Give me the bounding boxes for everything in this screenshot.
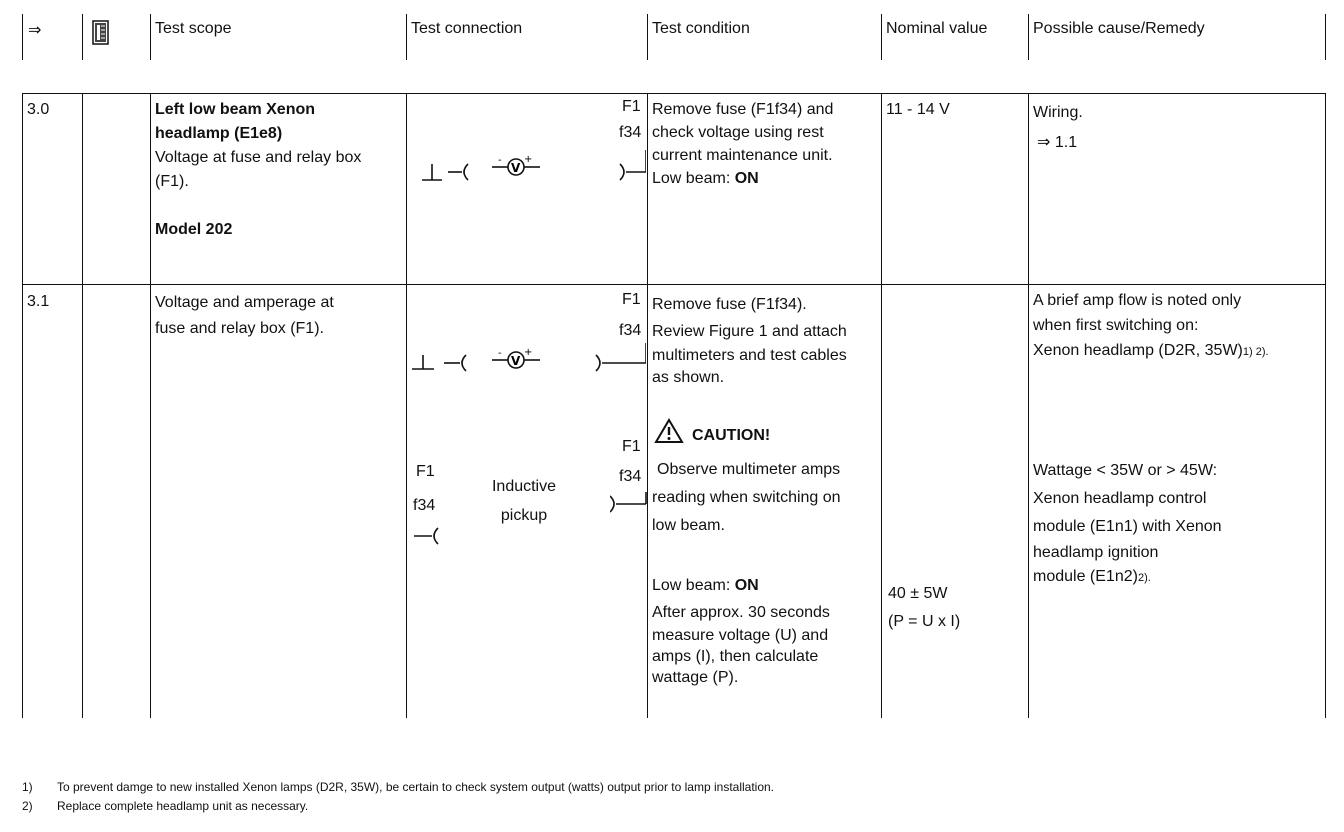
header-test-scope: Test scope — [155, 20, 232, 37]
test-scope — [155, 290, 400, 342]
conn-f34-label: f34 — [619, 124, 642, 141]
test-condition — [652, 290, 878, 388]
condition-low-beam — [652, 571, 878, 601]
svg-text:+: + — [524, 347, 533, 358]
caution-line: low beam. — [652, 517, 725, 534]
nominal-wattage: 40 ± 5W — [888, 585, 948, 602]
conn-f34-label: f34 — [619, 468, 642, 485]
footnote-text: Replace complete headlamp unit as necessary. — [57, 799, 309, 813]
divider — [150, 93, 151, 718]
manual-icon — [92, 20, 110, 46]
svg-text:-: - — [498, 348, 502, 359]
cause-text-main: Xenon headlamp (D2R, 35W) — [1033, 342, 1243, 359]
cause-text: Wattage < 35W or > 45W: — [1033, 462, 1218, 479]
condition-text: check voltage using rest — [652, 124, 824, 141]
conn-f1-label: F1 — [416, 463, 435, 480]
svg-text:-: - — [498, 155, 502, 166]
low-beam-label: Low beam: — [652, 577, 735, 594]
inductive-label: Inductive — [491, 478, 557, 495]
header-nominal-value: Nominal value — [886, 20, 988, 37]
scope-model: Model 202 — [155, 221, 233, 238]
low-beam-value: ON — [734, 170, 759, 187]
inductive-pickup — [468, 472, 580, 530]
divider — [881, 93, 882, 718]
caution-label: CAUTION! — [692, 427, 771, 444]
footnote-number: 1) — [22, 780, 33, 794]
low-beam-value: ON — [734, 577, 759, 594]
condition-text: measure voltage (U) and — [652, 627, 829, 644]
conn-f34-label: f34 — [619, 322, 642, 339]
svg-text:V: V — [511, 354, 521, 368]
scope-text: Voltage and amperage at — [155, 294, 334, 311]
condition-text: After approx. 30 seconds — [652, 604, 830, 621]
header-test-condition: Test condition — [652, 20, 750, 37]
condition-text: wattage (P). — [652, 669, 739, 686]
condition-text: Remove fuse (F1f34). — [652, 296, 807, 313]
table-top-border — [22, 93, 1325, 94]
nominal-formula: (P = U x I) — [888, 613, 961, 630]
possible-cause-wattage — [1033, 457, 1323, 590]
condition-low-beam — [652, 167, 878, 190]
divider — [406, 93, 407, 718]
socket-icon — [596, 343, 646, 371]
divider — [150, 14, 151, 60]
divider — [1028, 14, 1029, 60]
caution-line: Observe multimeter amps — [657, 461, 841, 478]
cause-text — [1033, 338, 1323, 365]
cause-text: module (E1n1) with Xenon — [1033, 518, 1222, 535]
footnote-ref: 2). — [1137, 572, 1151, 584]
possible-cause — [1033, 98, 1321, 158]
scope-title: Left low beam Xenon — [155, 101, 316, 118]
footnote-text: To prevent damge to new installed Xenon lamps (D2R, 35W), be certain to check system output (watts) output prior to lamp installation. — [57, 780, 775, 794]
voltmeter-icon — [492, 347, 540, 368]
header-possible-cause: Possible cause/Remedy — [1033, 20, 1205, 37]
socket-icon — [620, 150, 646, 180]
possible-cause — [1033, 288, 1323, 365]
cause-text: when first switching on: — [1033, 317, 1199, 334]
condition-text: Review Figure 1 and attach — [652, 323, 847, 340]
probe-icon — [448, 164, 468, 180]
scope-title: headlamp (E1e8) — [155, 125, 283, 142]
caution-line: reading when switching on — [652, 489, 841, 506]
divider — [22, 93, 23, 718]
footnote-number: 2) — [22, 799, 33, 813]
nominal-value — [888, 580, 1026, 636]
conn-f1-label: F1 — [622, 291, 641, 308]
divider — [1028, 93, 1029, 718]
step-number: 3.1 — [27, 293, 50, 310]
arrow-icon: ⇒ — [28, 22, 42, 39]
scope-text: fuse and relay box (F1). — [155, 320, 324, 337]
svg-text:V: V — [511, 161, 521, 175]
caution-block — [654, 418, 854, 448]
nominal-value: 11 - 14 V — [886, 101, 950, 118]
header-test-connection: Test connection — [411, 20, 523, 37]
voltmeter-icon — [492, 154, 540, 175]
condition-text: multimeters and test cables — [652, 347, 847, 364]
ground-icon — [422, 164, 442, 180]
divider — [881, 14, 882, 60]
divider — [1325, 93, 1326, 718]
cause-text: Xenon headlamp control — [1033, 490, 1207, 507]
probe-icon — [410, 524, 442, 546]
cause-text: headlamp ignition — [1033, 544, 1159, 561]
test-condition-measure — [652, 571, 878, 689]
cause-text-main: module (E1n2) — [1033, 568, 1138, 585]
probe-icon — [444, 355, 466, 371]
step-number: 3.0 — [27, 101, 50, 118]
cause-link[interactable]: ⇒ 1.1 — [1037, 134, 1078, 151]
ground-icon — [412, 355, 434, 369]
conn-f1-label: F1 — [622, 98, 641, 115]
warning-icon — [654, 418, 684, 444]
scope-text: Voltage at fuse and relay box — [155, 149, 362, 166]
divider — [406, 14, 407, 60]
test-condition — [652, 98, 878, 190]
inductive-label: pickup — [500, 507, 548, 524]
svg-text:+: + — [524, 154, 533, 165]
condition-text: Remove fuse (F1f34) and — [652, 101, 834, 118]
divider — [647, 14, 648, 60]
cause-text: A brief amp flow is noted only — [1033, 292, 1242, 309]
condition-text: current maintenance unit. — [652, 147, 833, 164]
scope-text: (F1). — [155, 173, 189, 190]
conn-f1-label: F1 — [622, 438, 641, 455]
connection-diagram — [410, 343, 646, 377]
caution-text — [652, 456, 878, 540]
socket-icon — [610, 492, 647, 516]
low-beam-label: Low beam: — [652, 170, 735, 187]
condition-text: amps (I), then calculate — [652, 648, 819, 665]
condition-text: as shown. — [652, 369, 725, 386]
divider — [22, 14, 23, 60]
connection-diagram — [410, 150, 646, 184]
row-separator — [22, 284, 1325, 285]
divider — [82, 14, 83, 60]
divider — [1325, 14, 1326, 60]
test-scope — [155, 98, 400, 242]
cause-text: Wiring. — [1033, 104, 1083, 121]
divider — [647, 93, 648, 718]
divider — [82, 93, 83, 718]
conn-f34-label: f34 — [413, 497, 436, 514]
cause-text — [1033, 565, 1323, 590]
footnote-ref: 1) 2). — [1242, 346, 1269, 358]
